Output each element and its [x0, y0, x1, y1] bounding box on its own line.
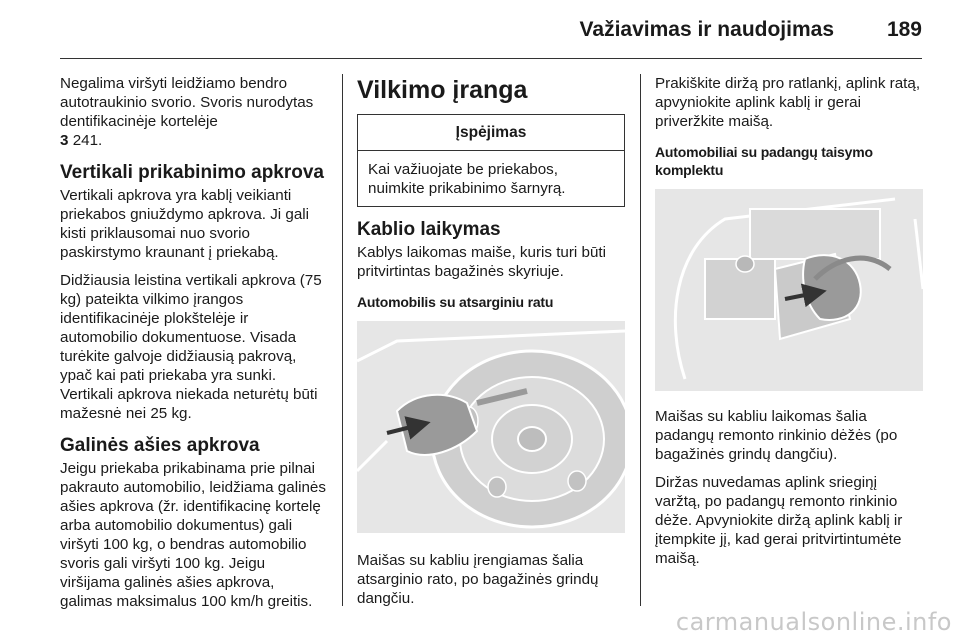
figure-repair-kit-heading: Automobiliai su padangų taisymo komplektu — [655, 144, 873, 178]
ref-arrow-icon: 3 — [60, 132, 69, 149]
spare-wheel-drawing — [357, 321, 625, 533]
page-header — [60, 18, 922, 50]
intro-paragraph — [60, 74, 328, 150]
column-3 — [655, 74, 923, 577]
watermark: carmanualsonline.info — [675, 608, 952, 636]
column-divider-2 — [640, 74, 641, 606]
header-rule — [60, 58, 922, 59]
repair-kit-drawing — [655, 189, 923, 391]
column-divider-1 — [342, 74, 343, 606]
spare-wheel-illustration — [357, 321, 625, 533]
intro-text: Negalima viršyti leidžiamo bendro autotraukinio svorio. Svoris nurodytas dentifikacinėje kortelėje — [60, 75, 314, 130]
strap-instruction: Prakiškite diržą pro ratlankį, aplink ratą, apvyniokite aplink kablį ir gerai priveržkite maišą. — [655, 75, 921, 130]
column-2 — [357, 74, 625, 617]
section-vertical-load-title: Vertikali prikabinimo apkrova — [60, 162, 324, 183]
header-title: Važiavimas ir naudojimas — [579, 18, 834, 41]
section-vertical-load-p1: Vertikali apkrova yra kablį veikianti priekabos gniuždymo apkrova. Ji gali kisti priklausomai nuo svorio paskirstymo kraunant į priekabą. — [60, 187, 310, 261]
strap-routing-instruction: Diržas nuvedamas aplink sriegin̨į varžtą, po padangų remonto rinkinio dėže. Apvyniokite diržą aplink kablį ir įtempkite jį, kad gerai pritvirtintumėte maišą. — [655, 474, 903, 567]
intro-page-ref[interactable]: 241. — [72, 132, 103, 149]
figure-spare-wheel-heading: Automobilis su atsarginiu ratu — [357, 294, 554, 310]
main-title: Vilkimo įranga — [357, 76, 528, 104]
section-rear-axle-p1: Jeigu priekaba prikabinama prie pilnai pakrauto automobilio, leidžiama galinės ašies apkrova (žr. identifikacinę kortelę arba automobilio dokumentus) gali viršyti 100 kg, o bendras automobilio svoris gali viršyti 100 kg. Jeigu viršijama galinės ašies apkrova, galimas maksimalus 100 km/h greitis. — [60, 460, 326, 610]
column-1 — [60, 74, 328, 620]
section-hook-storage-p1: Kablys laikomas maiše, kuris turi būti pritvirtintas bagažinės skyriuje. — [357, 244, 606, 280]
repair-kit-illustration — [655, 189, 923, 391]
figure-spare-wheel-caption: Maišas su kabliu įrengiamas šalia atsarginio rato, po bagažinės grindų dangčiu. — [357, 552, 599, 607]
section-hook-storage-title: Kablio laikymas — [357, 219, 501, 240]
page-number: 189 — [886, 18, 922, 41]
section-vertical-load-p2: Didžiausia leistina vertikali apkrova (75 kg) pateikta vilkimo įrangos identifikacinėje plokštelėje ir automobilio dokumentuose. Visada turėkite galvoje didžiausią pakrovą, ypač kai pati priekaba yra sunki. Vertikali apkrova niekada neturėtų būti mažesnė nei 25 kg. — [60, 272, 322, 422]
section-rear-axle-title: Galinės ašies apkrova — [60, 435, 260, 456]
warning-text: Kai važiuojate be priekabos, nuimkite prikabinimo šarnyrą. — [368, 161, 566, 197]
warning-box — [357, 114, 625, 207]
figure-repair-kit-caption: Maišas su kabliu laikomas šalia padangų remonto rinkinio dėžės (po bagažinės grindų dangčiu). — [655, 408, 898, 463]
warning-title: Įspėjimas — [358, 115, 624, 151]
